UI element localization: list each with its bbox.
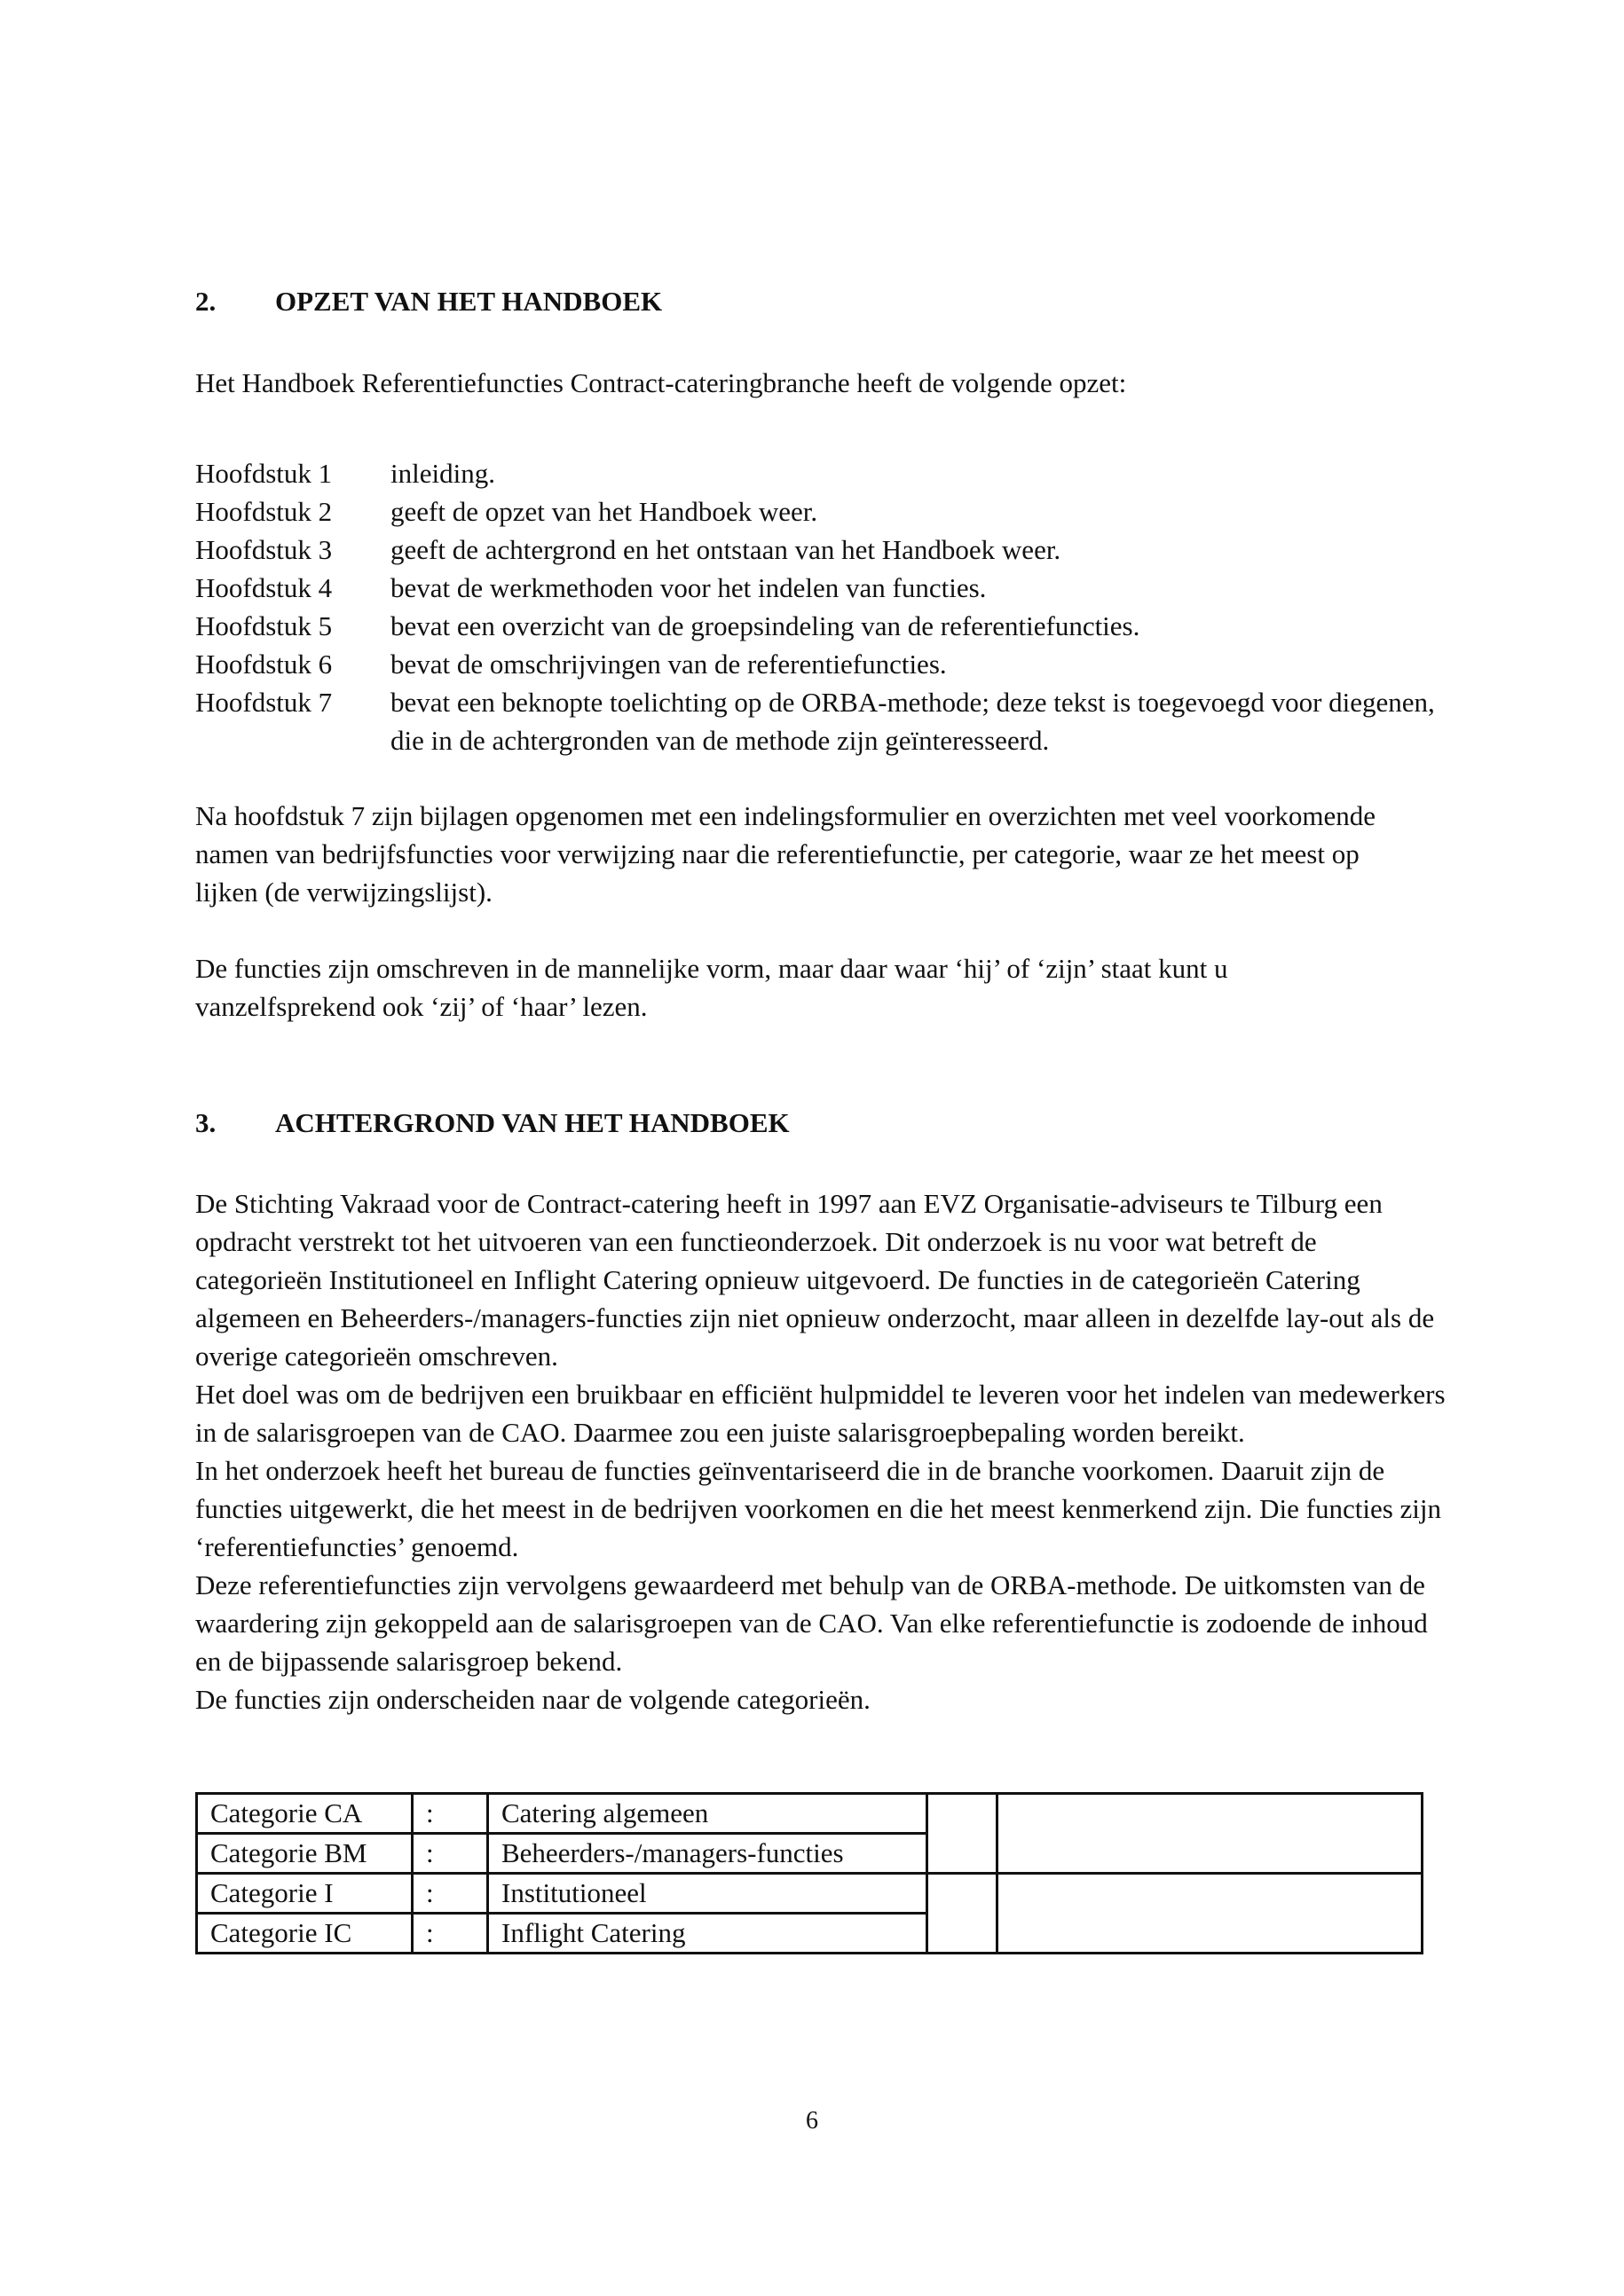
chapter-label: Hoofdstuk 5 [195,610,333,641]
category-separator: : [413,1834,488,1874]
chapter-label: Hoofdstuk 3 [195,534,333,565]
category-name: Inflight Catering [488,1914,927,1954]
section-3-heading [195,1107,790,1139]
chapter-label: Hoofdstuk 6 [195,649,333,680]
chapter-item [195,569,1438,607]
body-paragraph: De functies zijn onderscheiden naar de volgende categorieën. [195,1684,871,1715]
category-separator: : [413,1794,488,1834]
empty-cell [997,1874,1423,1954]
chapter-description: geeft de opzet van het Handboek weer. [390,496,818,527]
category-code: Categorie I [197,1874,413,1914]
gender-paragraph [195,949,1349,1026]
table-row [197,1874,1423,1914]
chapter-description: bevat een overzicht van de groepsindeling van de referentiefuncties. [390,610,1140,641]
page-number: 6 [806,2107,818,2135]
section-2-heading [195,286,662,318]
chapter-label: Hoofdstuk 2 [195,496,333,527]
chapter-item [195,454,1438,492]
chapter-description: inleiding. [390,458,495,489]
chapter-item [195,683,1438,759]
category-table [195,1792,1423,1954]
intro-text: Het Handboek Referentiefuncties Contract-cateringbranche heeft de volgende opzet: [195,367,1127,398]
section-2-title: OPZET VAN HET HANDBOEK [275,286,663,317]
section-3-number: 3. [195,1107,217,1138]
empty-cell [997,1794,1423,1874]
table-row [197,1794,1423,1834]
body-paragraph: In het onderzoek heeft het bureau de functies geïnventariseerd die in de branche voorkomen. Daaruit zijn de functies uitgewerkt, die het meest in de bedrijven voorkomen en die het meest kenmerkend zijn. Die functies zijn ‘referentiefuncties’ genoemd. [195,1455,1442,1562]
chapter-item [195,645,1438,683]
category-code: Categorie CA [197,1794,413,1834]
chapter-item [195,607,1438,645]
category-name: Institutioneel [488,1874,927,1914]
category-separator: : [413,1874,488,1914]
appendix-paragraph [195,797,1420,911]
chapter-description: bevat de omschrijvingen van de referentiefuncties. [390,649,947,680]
category-name: Catering algemeen [488,1794,927,1834]
chapter-description: bevat een beknopte toelichting op de ORBA-methode; deze tekst is toegevoegd voor diegenen, die in de achtergronden van de methode zijn geïnteresseerd. [390,687,1435,756]
chapter-item [195,531,1438,569]
chapter-label: Hoofdstuk 4 [195,572,333,603]
chapter-list [195,454,1438,759]
chapter-description: geeft de achtergrond en het ontstaan van het Handboek weer. [390,534,1061,565]
chapter-label: Hoofdstuk 1 [195,458,333,489]
chapter-item [195,492,1438,531]
section-3-body [195,1184,1447,1718]
empty-cell [927,1794,997,1874]
category-code: Categorie BM [197,1834,413,1874]
empty-cell [927,1874,997,1954]
category-separator: : [413,1914,488,1954]
gender-text: De functies zijn omschreven in de mannelijke vorm, maar daar waar ‘hij’ of ‘zijn’ staat kunt u vanzelfsprekend ook ‘zij’ of ‘haar’ lezen. [195,953,1228,1022]
section-2-number: 2. [195,286,217,317]
category-name: Beheerders-/managers-functies [488,1834,927,1874]
category-code: Categorie IC [197,1914,413,1954]
chapter-label: Hoofdstuk 7 [195,687,333,718]
body-paragraph: De Stichting Vakraad voor de Contract-catering heeft in 1997 aan EVZ Organisatie-adviseurs te Tilburg een opdracht verstrekt tot het uitvoeren van een functieonderzoek. Dit onderzoek is nu voor wat betreft de categorieën Institutioneel en Inflight Catering opnieuw uitgevoerd. De functies in de categorieën Catering algemeen en Beheerders-/managers-functies zijn niet opnieuw onderzocht, maar alleen in dezelfde lay-out als de overige categorieën omschreven. [195,1188,1435,1372]
body-paragraph: Deze referentiefuncties zijn vervolgens gewaardeerd met behulp van de ORBA-methode. De uitkomsten van de waardering zijn gekoppeld aan de salarisgroepen van de CAO. Van elke referentiefunctie is zodoende de inhoud en de bijpassende salarisgroep bekend. [195,1569,1428,1677]
section-3-title: ACHTERGROND VAN HET HANDBOEK [275,1107,790,1138]
appendix-text: Na hoofdstuk 7 zijn bijlagen opgenomen met een indelingsformulier en overzichten met veel voorkomende namen van bedrijfsfuncties voor verwijzing naar die referentiefunctie, per categorie, waar ze het meest op lijken (de verwijzingslijst). [195,800,1376,908]
chapter-description: bevat de werkmethoden voor het indelen van functies. [390,572,987,603]
body-paragraph: Het doel was om de bedrijven een bruikbaar en efficiënt hulpmiddel te leveren voor het indelen van medewerkers in de salarisgroepen van de CAO. Daarmee zou een juiste salarisgroepbepaling worden bereikt. [195,1379,1446,1448]
section-2-intro [195,364,1438,402]
